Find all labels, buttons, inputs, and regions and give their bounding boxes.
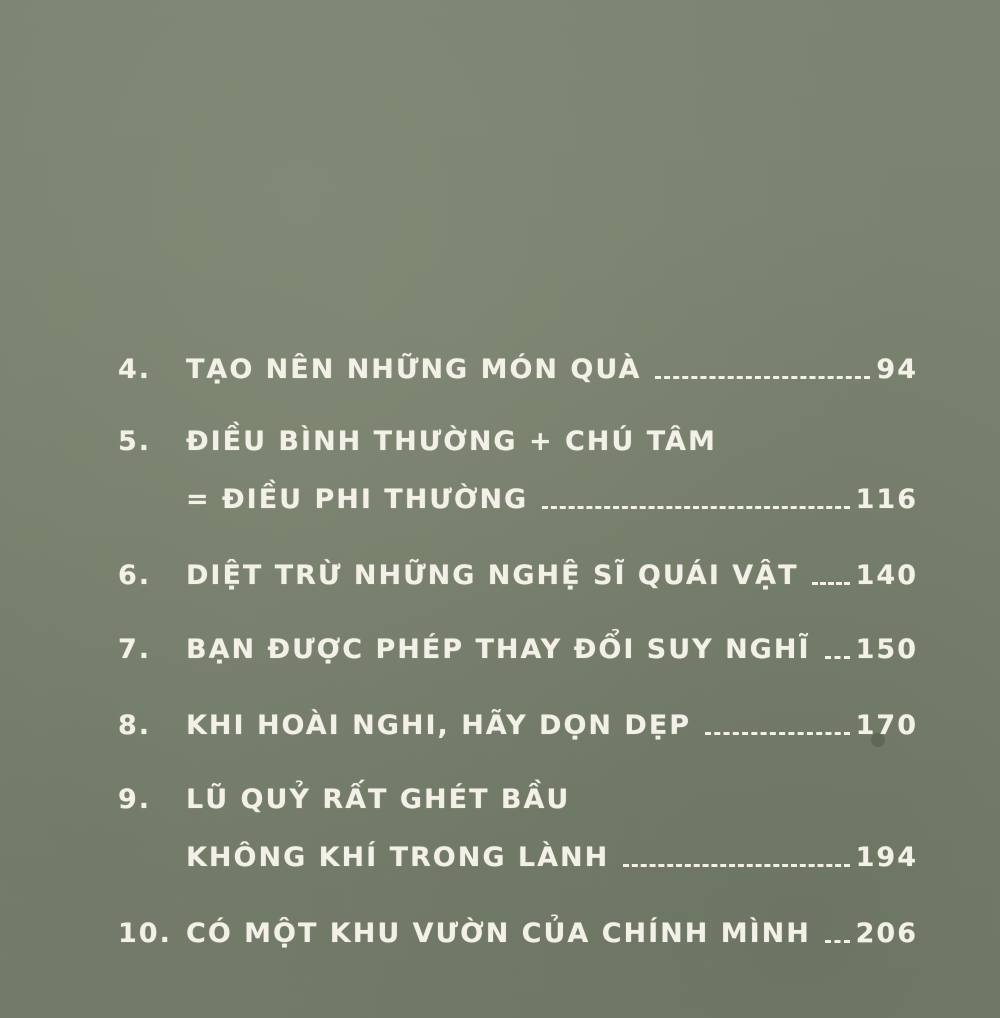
toc-entry-number: 6. (118, 560, 152, 591)
toc-entry-title: ĐIỀU BÌNH THƯỜNG + CHÚ TÂM (186, 426, 717, 457)
toc-entry-page: 94 (876, 354, 918, 385)
toc-entry-number: 8. (118, 710, 152, 741)
toc-entry-9 (118, 778, 918, 822)
toc-entry-page: 194 (855, 842, 918, 873)
toc-entry-page: 170 (855, 710, 918, 741)
dotted-leader (655, 376, 870, 379)
toc-entry-5 (118, 420, 918, 464)
toc-entry-number: 4. (118, 354, 152, 385)
dotted-leader (825, 940, 850, 943)
toc-entry-number: 10. (118, 918, 172, 949)
toc-entry-number: 9. (118, 784, 152, 815)
toc-entry-title-line-2: KHÔNG KHÍ TRONG LÀNH (186, 842, 610, 873)
toc-entry-number: 5. (118, 426, 152, 457)
toc-entry-10 (118, 912, 918, 956)
toc-entry-title: DIỆT TRỪ NHỮNG NGHỆ SĨ QUÁI VẬT (186, 560, 799, 591)
toc-entry-9-continued (118, 836, 918, 880)
toc-entry-page: 116 (855, 484, 918, 515)
toc-entry-4 (118, 348, 918, 392)
dotted-leader (623, 864, 849, 867)
toc-entry-title: BẠN ĐƯỢC PHÉP THAY ĐỔI SUY NGHĨ (186, 634, 811, 665)
toc-entry-title-line-2: = ĐIỀU PHI THƯỜNG (186, 484, 529, 515)
toc-entry-page: 150 (855, 634, 918, 665)
toc-entry-5-continued (118, 478, 918, 522)
toc-entry-title: LŨ QUỶ RẤT GHÉT BẦU (186, 784, 571, 815)
toc-entry-7 (118, 628, 918, 672)
toc-entry-number: 7. (118, 634, 152, 665)
dotted-leader (705, 732, 850, 735)
toc-entry-title: TẠO NÊN NHỮNG MÓN QUÀ (186, 354, 642, 385)
toc-entry-page: 206 (855, 918, 918, 949)
dotted-leader (812, 582, 849, 585)
toc-entry-page: 140 (855, 560, 918, 591)
toc-entry-8 (118, 704, 918, 748)
dotted-leader (825, 656, 850, 659)
toc-entry-title: KHI HOÀI NGHI, HÃY DỌN DẸP (186, 710, 692, 741)
dotted-leader (542, 506, 849, 509)
toc-entry-6 (118, 554, 918, 598)
toc-entry-title: CÓ MỘT KHU VƯỜN CỦA CHÍNH MÌNH (186, 918, 811, 949)
